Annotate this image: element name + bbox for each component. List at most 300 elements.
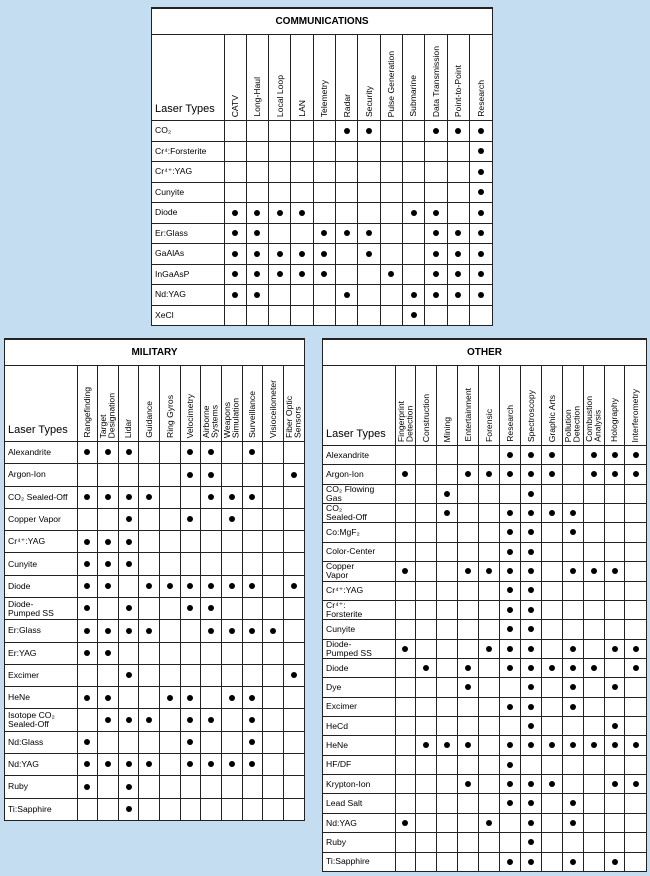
table-cell xyxy=(625,717,646,736)
bullet-mark xyxy=(254,210,260,216)
table-cell xyxy=(221,642,242,664)
table-cell xyxy=(160,597,181,619)
table-cell xyxy=(520,852,541,871)
table-cell xyxy=(562,600,583,619)
bullet-mark xyxy=(507,607,513,613)
table-row xyxy=(323,852,646,871)
bullet-mark xyxy=(507,452,513,458)
table-cell xyxy=(180,709,201,731)
table-cell xyxy=(500,736,521,755)
table-cell xyxy=(604,658,625,677)
table-cell xyxy=(541,833,562,852)
table-cell xyxy=(358,162,380,183)
table-cell xyxy=(604,562,625,581)
table-cell xyxy=(437,484,458,503)
table-cell xyxy=(242,664,263,686)
table-cell xyxy=(246,182,268,203)
table-cell xyxy=(224,285,246,306)
table-cell xyxy=(416,697,437,716)
bullet-mark xyxy=(507,800,513,806)
bullet-mark xyxy=(402,568,408,574)
table-cell xyxy=(263,753,284,775)
table-cell xyxy=(541,484,562,503)
bullet-mark xyxy=(465,684,471,690)
table-cell xyxy=(263,709,284,731)
table-cell xyxy=(500,755,521,774)
table-row xyxy=(152,305,492,326)
table-cell xyxy=(416,775,437,794)
table-cell xyxy=(437,465,458,484)
table-cell xyxy=(380,162,402,183)
bullet-mark xyxy=(528,587,534,593)
bullet-mark xyxy=(591,568,597,574)
table-cell xyxy=(541,794,562,813)
table-cell xyxy=(479,600,500,619)
table-cell xyxy=(447,182,469,203)
bullet-mark xyxy=(612,684,618,690)
bullet-mark xyxy=(507,781,513,787)
bullet-mark xyxy=(208,605,214,611)
bullet-mark xyxy=(126,628,132,634)
bullet-mark xyxy=(444,491,450,497)
table-row xyxy=(323,446,646,465)
row-label: Alexandrite xyxy=(5,442,77,464)
row-label: HF/DF xyxy=(323,755,395,774)
table-cell xyxy=(541,852,562,871)
table-cell xyxy=(416,504,437,523)
bullet-mark xyxy=(146,717,152,723)
table-cell xyxy=(180,464,201,486)
table-cell xyxy=(562,775,583,794)
column-header-construction: Construction xyxy=(421,393,432,442)
table-cell xyxy=(470,223,492,244)
table-cell xyxy=(470,305,492,326)
table-cell xyxy=(395,639,416,658)
table-row xyxy=(5,642,304,664)
table-cell xyxy=(604,446,625,465)
table-cell xyxy=(479,697,500,716)
table-cell xyxy=(458,639,479,658)
table-cell xyxy=(562,736,583,755)
table-cell xyxy=(242,486,263,508)
table-cell xyxy=(562,794,583,813)
table-cell xyxy=(479,465,500,484)
table-cell xyxy=(458,775,479,794)
table-cell xyxy=(541,446,562,465)
table-cell xyxy=(180,442,201,464)
table-cell xyxy=(263,687,284,709)
table-cell xyxy=(479,717,500,736)
table-cell xyxy=(98,575,119,597)
bullet-mark xyxy=(291,472,297,478)
table-cell xyxy=(224,264,246,285)
table-cell xyxy=(583,678,604,697)
bullet-mark xyxy=(126,516,132,522)
table-cell xyxy=(118,709,139,731)
table-row xyxy=(323,755,646,774)
table-cell xyxy=(583,852,604,871)
row-label: Cr⁴:Forsterite xyxy=(152,141,224,162)
table-cell xyxy=(583,484,604,503)
column-header-lan: LAN xyxy=(296,100,307,117)
table-cell xyxy=(160,776,181,798)
table-cell xyxy=(77,731,98,753)
column-header-pulse-generation: Pulse Generation xyxy=(386,50,397,117)
table-cell xyxy=(201,575,222,597)
table-cell xyxy=(283,776,304,798)
table-cell xyxy=(425,121,447,142)
table-cell xyxy=(437,833,458,852)
table-cell xyxy=(541,465,562,484)
table-cell xyxy=(313,285,335,306)
table-cell xyxy=(447,285,469,306)
row-label: CO₂ xyxy=(152,121,224,142)
table-cell xyxy=(583,639,604,658)
bullet-mark xyxy=(208,449,214,455)
table-cell xyxy=(447,162,469,183)
bullet-mark xyxy=(249,739,255,745)
bullet-mark xyxy=(229,628,235,634)
bullet-mark xyxy=(570,800,576,806)
table-cell xyxy=(246,223,268,244)
table-cell xyxy=(77,486,98,508)
table-cell xyxy=(500,620,521,639)
table-cell xyxy=(269,223,291,244)
table-cell xyxy=(562,504,583,523)
table-cell xyxy=(458,446,479,465)
table-cell xyxy=(425,305,447,326)
table-cell xyxy=(625,446,646,465)
table-cell xyxy=(242,620,263,642)
table-cell xyxy=(98,709,119,731)
table-cell xyxy=(118,620,139,642)
bullet-mark xyxy=(232,271,238,277)
table-cell xyxy=(221,553,242,575)
table-cell xyxy=(77,664,98,686)
table-cell xyxy=(562,620,583,639)
table-row xyxy=(323,775,646,794)
other-title: OTHER xyxy=(323,340,646,366)
table-cell xyxy=(313,141,335,162)
bullet-mark xyxy=(299,210,305,216)
bullet-mark xyxy=(229,695,235,701)
bullet-mark xyxy=(105,449,111,455)
table-cell xyxy=(520,542,541,561)
table-cell xyxy=(380,121,402,142)
row-label: HeNe xyxy=(323,736,395,755)
table-cell xyxy=(221,620,242,642)
table-cell xyxy=(416,523,437,542)
bullet-mark xyxy=(254,292,260,298)
table-cell xyxy=(437,736,458,755)
bullet-mark xyxy=(507,646,513,652)
table-cell xyxy=(583,794,604,813)
table-cell xyxy=(160,798,181,820)
table-row xyxy=(323,581,646,600)
table-cell xyxy=(562,581,583,600)
table-cell xyxy=(520,755,541,774)
table-row xyxy=(5,731,304,753)
table-cell xyxy=(562,678,583,697)
table-cell xyxy=(283,464,304,486)
table-cell xyxy=(180,575,201,597)
bullet-mark xyxy=(570,684,576,690)
row-label: Cr⁴⁺:YAG xyxy=(152,162,224,183)
table-cell xyxy=(246,162,268,183)
row-label: HeNe xyxy=(5,687,77,709)
bullet-mark xyxy=(344,292,350,298)
table-cell xyxy=(470,244,492,265)
table-cell xyxy=(98,508,119,530)
table-cell xyxy=(437,504,458,523)
table-cell xyxy=(291,162,313,183)
bullet-mark xyxy=(433,292,439,298)
table-cell xyxy=(458,717,479,736)
table-cell xyxy=(437,794,458,813)
table-cell xyxy=(437,620,458,639)
table-cell xyxy=(221,798,242,820)
bullet-mark xyxy=(570,859,576,865)
bullet-mark xyxy=(528,607,534,613)
table-cell xyxy=(458,562,479,581)
bullet-mark xyxy=(366,230,372,236)
bullet-mark xyxy=(528,549,534,555)
table-cell xyxy=(541,581,562,600)
column-header-surveillance: Surveillance xyxy=(247,391,258,438)
table-cell xyxy=(221,687,242,709)
table-cell xyxy=(139,553,160,575)
bullet-mark xyxy=(528,510,534,516)
bullet-mark xyxy=(465,742,471,748)
table-cell xyxy=(403,305,425,326)
table-cell xyxy=(625,600,646,619)
bullet-mark xyxy=(411,210,417,216)
bullet-mark xyxy=(208,494,214,500)
table-cell xyxy=(500,658,521,677)
table-cell xyxy=(479,775,500,794)
table-cell xyxy=(625,581,646,600)
bullet-mark xyxy=(146,761,152,767)
bullet-mark xyxy=(344,128,350,134)
table-cell xyxy=(77,464,98,486)
column-header-fingerprint-detection: Fingerprint Detection xyxy=(395,400,415,442)
table-cell xyxy=(242,531,263,553)
bullet-mark xyxy=(291,583,297,589)
table-cell xyxy=(283,442,304,464)
bullet-mark xyxy=(455,128,461,134)
column-header-pollution-detection: Pollution Detection xyxy=(563,405,582,442)
table-cell xyxy=(336,244,358,265)
bullet-mark xyxy=(232,210,238,216)
table-cell xyxy=(447,244,469,265)
table-cell xyxy=(437,658,458,677)
table-cell xyxy=(77,442,98,464)
bullet-mark xyxy=(507,762,513,768)
bullet-mark xyxy=(84,494,90,500)
table-cell xyxy=(313,305,335,326)
table-cell xyxy=(500,813,521,832)
column-header-mining: Mining xyxy=(441,416,452,442)
table-cell xyxy=(479,523,500,542)
table-cell xyxy=(160,575,181,597)
table-cell xyxy=(458,465,479,484)
table-cell xyxy=(500,678,521,697)
table-cell xyxy=(541,658,562,677)
table-cell xyxy=(500,833,521,852)
table-cell xyxy=(180,620,201,642)
table-cell xyxy=(118,531,139,553)
table-cell xyxy=(416,755,437,774)
table-cell xyxy=(416,678,437,697)
bullet-mark xyxy=(84,539,90,545)
table-cell xyxy=(500,504,521,523)
table-cell xyxy=(291,203,313,224)
row-label: HeCd xyxy=(323,717,395,736)
table-cell xyxy=(479,542,500,561)
row-label: Diode- Pumped SS xyxy=(323,639,395,658)
table-cell xyxy=(380,264,402,285)
table-cell xyxy=(403,264,425,285)
bullet-mark xyxy=(570,510,576,516)
bullet-mark xyxy=(433,128,439,134)
table-cell xyxy=(139,464,160,486)
table-cell xyxy=(263,531,284,553)
table-cell xyxy=(246,264,268,285)
table-cell xyxy=(604,813,625,832)
column-header-forensic: Forensic xyxy=(483,409,494,442)
communications-title: COMMUNICATIONS xyxy=(152,9,492,35)
table-cell xyxy=(625,678,646,697)
column-header-weapons-simulation: Weapons Simulation xyxy=(222,397,241,438)
laser-types-header: Laser Types xyxy=(323,366,395,446)
bullet-mark xyxy=(105,583,111,589)
military-title: MILITARY xyxy=(5,340,304,366)
bullet-mark xyxy=(208,761,214,767)
table-cell xyxy=(416,581,437,600)
table-cell xyxy=(562,523,583,542)
table-cell xyxy=(77,776,98,798)
table-cell xyxy=(458,600,479,619)
table-cell xyxy=(118,575,139,597)
bullet-mark xyxy=(528,723,534,729)
bullet-mark xyxy=(277,210,283,216)
table-cell xyxy=(604,581,625,600)
table-cell xyxy=(291,285,313,306)
table-cell xyxy=(541,620,562,639)
table-cell xyxy=(520,562,541,581)
bullet-mark xyxy=(126,449,132,455)
bullet-mark xyxy=(126,806,132,812)
table-cell xyxy=(520,581,541,600)
bullet-mark xyxy=(455,292,461,298)
table-cell xyxy=(221,776,242,798)
table-cell xyxy=(625,833,646,852)
bullet-mark xyxy=(84,650,90,656)
bullet-mark xyxy=(402,820,408,826)
table-cell xyxy=(201,664,222,686)
table-cell xyxy=(541,775,562,794)
table-cell xyxy=(224,162,246,183)
table-cell xyxy=(479,813,500,832)
table-cell xyxy=(269,203,291,224)
bullet-mark xyxy=(633,646,639,652)
table-cell xyxy=(541,504,562,523)
table-cell xyxy=(625,755,646,774)
table-cell xyxy=(625,523,646,542)
bullet-mark xyxy=(229,761,235,767)
table-cell xyxy=(458,542,479,561)
table-cell xyxy=(118,442,139,464)
table-cell xyxy=(395,852,416,871)
bullet-mark xyxy=(254,271,260,277)
column-header-rangefinding: Rangefinding xyxy=(82,387,93,438)
table-cell xyxy=(336,223,358,244)
table-cell xyxy=(283,597,304,619)
bullet-mark xyxy=(507,742,513,748)
table-cell xyxy=(500,446,521,465)
table-cell xyxy=(283,798,304,820)
row-label: Cr⁴⁺:YAG xyxy=(323,581,395,600)
table-cell xyxy=(160,464,181,486)
table-cell xyxy=(283,664,304,686)
column-header-graphic-arts: Graphic Arts xyxy=(546,394,557,442)
laser-types-header: Laser Types xyxy=(5,366,77,442)
table-cell xyxy=(336,285,358,306)
bullet-mark xyxy=(208,628,214,634)
column-header-catv: CATV xyxy=(229,94,240,117)
table-cell xyxy=(604,852,625,871)
table-cell xyxy=(447,305,469,326)
table-row xyxy=(323,697,646,716)
table-cell xyxy=(625,620,646,639)
bullet-mark xyxy=(528,859,534,865)
row-label: GaAlAs xyxy=(152,244,224,265)
bullet-mark xyxy=(105,561,111,567)
table-row xyxy=(323,523,646,542)
column-header-entertainment: Entertainment xyxy=(462,388,473,442)
bullet-mark xyxy=(277,271,283,277)
table-cell xyxy=(263,620,284,642)
row-label: Argon-Ion xyxy=(323,465,395,484)
table-cell xyxy=(77,687,98,709)
table-cell xyxy=(139,575,160,597)
row-label: Lead Salt xyxy=(323,794,395,813)
table-cell xyxy=(336,264,358,285)
table-cell xyxy=(201,776,222,798)
table-cell xyxy=(263,664,284,686)
table-row xyxy=(5,753,304,775)
row-label: Copper Vapor xyxy=(5,508,77,530)
row-label: Argon-Ion xyxy=(5,464,77,486)
table-cell xyxy=(520,658,541,677)
table-cell xyxy=(562,717,583,736)
table-cell xyxy=(425,182,447,203)
column-header-local-loop: Local Loop xyxy=(274,74,285,117)
table-cell xyxy=(625,697,646,716)
table-cell xyxy=(395,755,416,774)
row-label: Krypton-Ion xyxy=(323,775,395,794)
bullet-mark xyxy=(84,583,90,589)
bullet-mark xyxy=(187,449,193,455)
table-cell xyxy=(520,794,541,813)
table-cell xyxy=(139,753,160,775)
table-cell xyxy=(447,264,469,285)
column-header-research: Research xyxy=(504,405,515,442)
table-cell xyxy=(201,798,222,820)
table-cell xyxy=(139,664,160,686)
bullet-mark xyxy=(232,292,238,298)
bullet-mark xyxy=(570,568,576,574)
